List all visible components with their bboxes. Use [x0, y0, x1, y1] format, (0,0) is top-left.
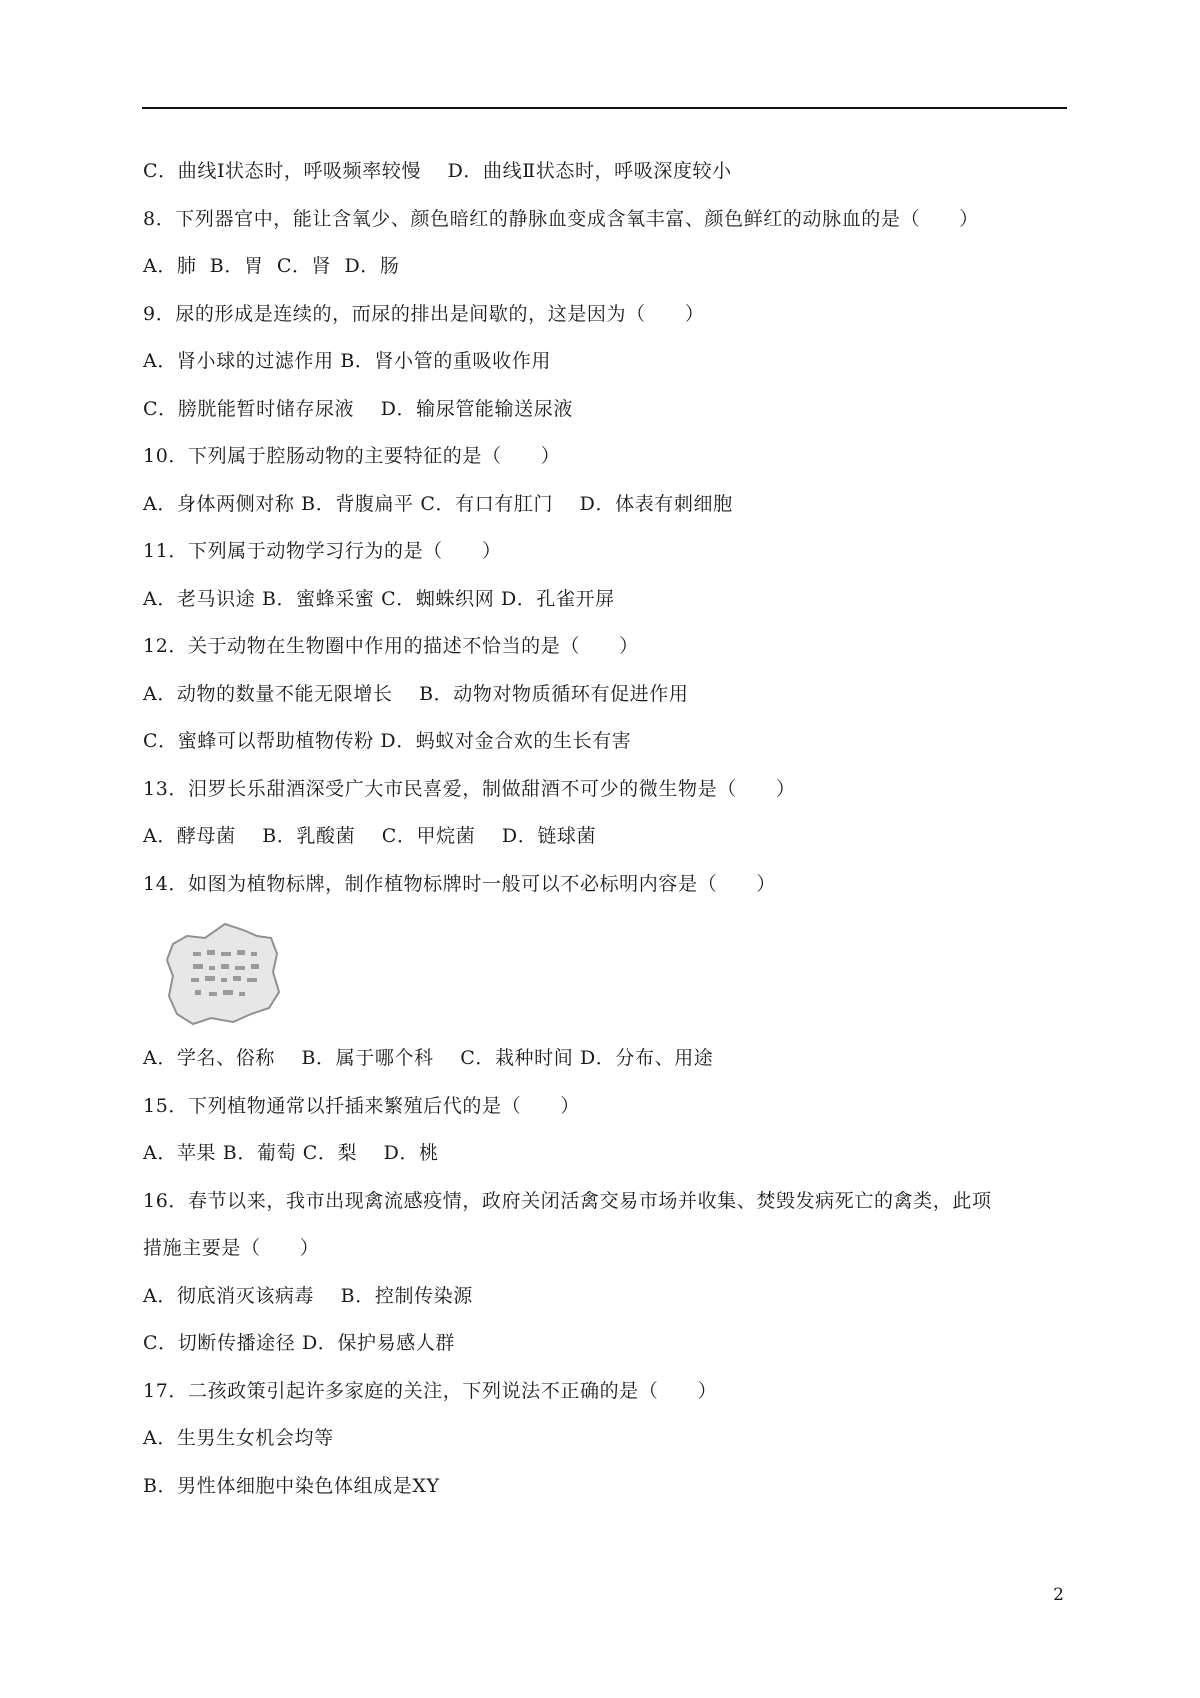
- options-14: A．学名、俗称 B．属于哪个科 C．栽种时间 D．分布、用途: [143, 1047, 714, 1069]
- header-rule: [142, 107, 1067, 109]
- options-12-cd: C．蜜蜂可以帮助植物传粉 D．蚂蚁对金合欢的生长有害: [143, 730, 632, 752]
- question-16: 16．春节以来，我市出现禽流感疫情，政府关闭活禽交易市场并收集、焚毁发病死亡的禽类，此项: [143, 1189, 992, 1212]
- page-number: 2: [1053, 1585, 1064, 1605]
- option-17-b: B．男性体细胞中染色体组成是XY: [143, 1474, 440, 1497]
- options-16-ab: A．彻底消灭该病毒 B．控制传染源: [143, 1284, 473, 1307]
- option-17-a: A．生男生女机会均等: [143, 1427, 334, 1449]
- question-8: 8．下列器官中，能让含氧少、颜色暗红的静脉血变成含氧丰富、颜色鲜红的动脉血的是（ ）: [143, 207, 979, 230]
- question-15: 15．下列植物通常以扦插来繁殖后代的是（ ）: [143, 1094, 580, 1117]
- text-line: C．曲线Ⅰ状态时，呼吸频率较慢 D．曲线Ⅱ状态时，呼吸深度较小: [143, 160, 732, 182]
- question-16-continued: 措施主要是（ ）: [143, 1237, 320, 1259]
- options-11: A．老马识途 B．蜜蜂采蜜 C．蜘蛛织网 D．孔雀开屏: [143, 587, 615, 610]
- options-13: A．酵母菌 B．乳酸菌 C．甲烷菌 D．链球菌: [143, 825, 597, 847]
- question-13: 13．汨罗长乐甜酒深受广大市民喜爱，制做甜酒不可少的微生物是（ ）: [143, 777, 796, 800]
- plant-sign-image: [159, 914, 287, 1030]
- options-8: A．肺 B．胃 C．肾 D．肠: [143, 255, 400, 277]
- question-17: 17．二孩政策引起许多家庭的关注，下列说法不正确的是（ ）: [143, 1379, 718, 1402]
- options-9-cd: C．膀胱能暂时储存尿液 D．输尿管能输送尿液: [143, 397, 573, 420]
- options-15: A．苹果 B．葡萄 C．梨 D．桃: [143, 1142, 439, 1164]
- question-12: 12．关于动物在生物圈中作用的描述不恰当的是（ ）: [143, 635, 639, 657]
- options-9-ab: A．肾小球的过滤作用 B．肾小管的重吸收作用: [143, 350, 551, 372]
- question-9: 9．尿的形成是连续的，而尿的排出是间歇的，这是因为（ ）: [143, 302, 705, 325]
- question-content: [143, 148, 1068, 1510]
- question-14: 14．如图为植物标牌，制作植物标牌时一般可以不必标明内容是（ ）: [143, 872, 776, 895]
- question-11: 11．下列属于动物学习行为的是（ ）: [143, 540, 502, 562]
- options-10: A．身体两侧对称 B．背腹扁平 C．有口有肛门 D．体表有刺细胞: [143, 492, 733, 515]
- options-12-ab: A．动物的数量不能无限增长 B．动物对物质循环有促进作用: [143, 682, 689, 705]
- plant-sign-figure: [143, 908, 1068, 1035]
- options-16-cd: C．切断传播途径 D．保护易感人群: [143, 1332, 456, 1354]
- question-10: 10．下列属于腔肠动物的主要特征的是（ ）: [143, 445, 561, 467]
